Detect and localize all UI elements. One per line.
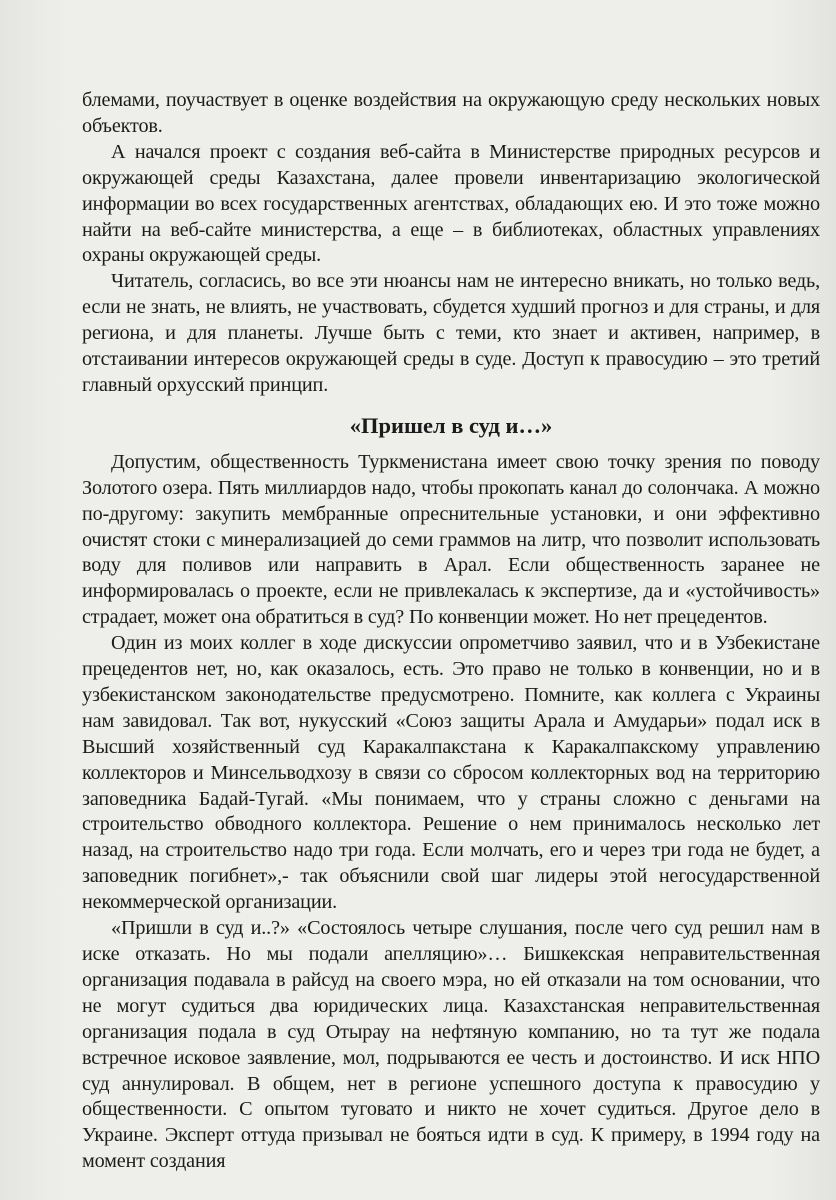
paragraph-6: «Пришли в суд и..?» «Состоялось четыре слушания, после чего суд решил нам в иске отказать. Но мы подали апелляцию»… Бишкекская неправительственная организация подавала в райсуд на своего мэра, но ей отказали на том основании, что не могут судиться два юридических лица. Казахстанская неправительственная организация подала в суд Отырау на нефтяную компанию, но та тут же подала встречное исковое заявление, мол, подрываются ее честь и достоинство. И иск НПО суд аннулировал. В общем, нет в регионе успешного доступа к правосудию у общественности. С опытом туговато и никто не хочет судиться. Другое дело в Украине. Эксперт оттуда призывал не бояться идти в суд. К примеру, в 1994 году на момент создания [82, 917, 820, 1173]
paragraph-3: Читатель, согласись, во все эти нюансы нам не интересно вникать, но только ведь, если не знать, не влиять, не участвовать, сбудется худший прогноз и для страны, и для региона, и для планеты. Лучше быть с теми, кто знает и активен, например, в отстаивании интересов окружающей среды в суде. Доступ к правосудию – это третий главный орхусский принцип. [82, 270, 820, 396]
paragraph-2: А начался проект с создания веб-сайта в Министерстве природных ресурсов и окружающей среды Казахстана, далее провели инвентаризацию экологической информации во всех государственных агентствах, обладающих ею. И это тоже можно найти на веб-сайте министерства, а еще – в библиотеках, областных управлениях охраны окружающей среды. [82, 140, 820, 267]
paragraph-1: блемами, поучаствует в оценке воздействия на окружающую среду нескольких новых объектов. [82, 89, 820, 137]
paragraph-4: Допустим, общественность Туркменистана имеет свою точку зрения по поводу Золотого озера. Пять миллиардов надо, чтобы прокопать канал до солончака. А можно по-другому: закупить мембранные опреснительные установки, и они эффективно очистят стоки с минерализацией до семи граммов на литр, что позволит использовать воду для поливов или направить в Арал. Если общественность заранее не информировалась о проекте, если не привлекалась к экспертизе, да и «устойчивость» страдает, может она обратиться в суд? По конвенции может. Но нет прецедентов. [82, 450, 820, 629]
paragraph-5: Один из моих коллег в ходе дискуссии опрометчиво заявил, что и в Узбекистане прецедентов нет, но, как оказалось, есть. Это право не только в конвенции, но и в узбекистанском законодательстве предусмотрено. Помните, как коллега с Украины нам завидовал. Так вот, нукусский «Союз защиты Арала и Амударьи» подал иск в Высший хозяйственный суд Каракалпакстана к Каракалпакскому управлению коллекторов и Минсельводхозу в связи со сбросом коллекторных вод на территорию заповедника Бадай-Тугай. «Мы понимаем, что у страны сложно с деньгами на строительство обводного коллектора. Решение о нем принималось несколько лет назад, на строительство надо три года. Если молчать, его и через три года не будет, а заповедник погибнет»,- так объяснили свой шаг лидеры этой негосударственной некоммерческой организации. [82, 632, 820, 914]
body-text [82, 88, 820, 1175]
section-heading: «Пришел в суд и…» [349, 412, 553, 438]
